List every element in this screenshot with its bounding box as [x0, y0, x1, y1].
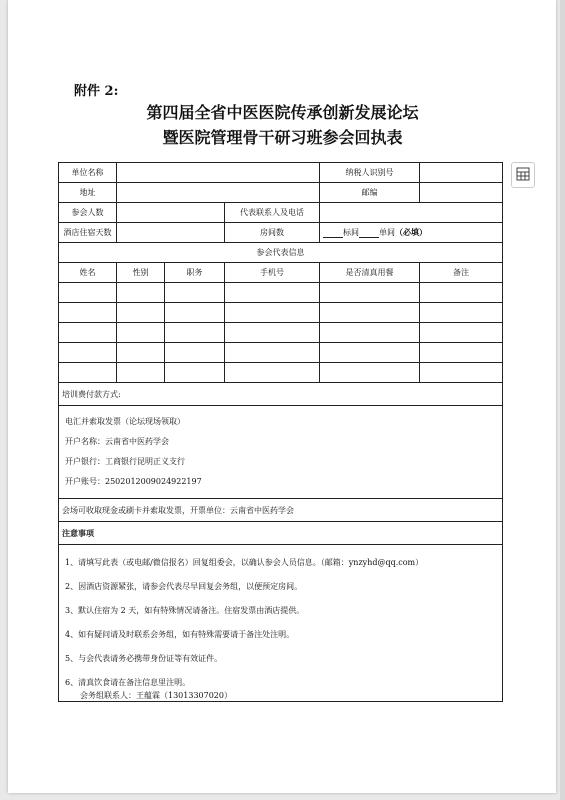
- attendee-count-field[interactable]: [117, 203, 225, 223]
- table-row[interactable]: [59, 363, 503, 383]
- postcode-label: 邮编: [320, 183, 420, 203]
- note-item: 4、如有疑问请及时联系会务组，如有特殊需要请于备注处注明。: [65, 630, 295, 639]
- rep-info-header: 参会代表信息: [59, 243, 503, 263]
- table-row[interactable]: [59, 283, 503, 303]
- table-export-button[interactable]: [511, 162, 535, 188]
- registration-form-table: [58, 162, 503, 702]
- payment-details: [59, 406, 503, 499]
- attachment-label: 附件 2:: [74, 84, 119, 99]
- payment-line: 开户名称：云南省中医药学会: [65, 437, 169, 446]
- address-label: 地址: [59, 183, 117, 203]
- contact-person: 会务组联系人：王蕴霖（13013307020）: [80, 691, 232, 700]
- col-phone: 手机号: [225, 263, 320, 283]
- room-single-blank[interactable]: [359, 229, 379, 238]
- rep-contact-label: 代表联系人及电话: [225, 203, 320, 223]
- room-required-note: （必填）: [395, 227, 428, 237]
- table-row[interactable]: [59, 303, 503, 323]
- room-standard-label: 标间: [343, 228, 360, 237]
- tax-id-field[interactable]: [420, 163, 503, 183]
- payment-line: 开户账号：2502012009024922197: [65, 477, 202, 486]
- postcode-field[interactable]: [420, 183, 503, 203]
- address-field[interactable]: [117, 183, 320, 203]
- payment-line: 电汇并索取发票（论坛现场领取）: [65, 417, 185, 426]
- payment-line: 开户银行：工商银行昆明正义支行: [65, 457, 185, 466]
- room-single-label: 单间: [379, 228, 396, 237]
- col-name: 姓名: [59, 263, 117, 283]
- note-item: 1、请填写此表（或电邮/微信报名）回复组委会，以确认参会人员信息。（邮箱：ynzyhd@qq.com）: [65, 558, 424, 567]
- hotel-days-label: 酒店住宿天数: [59, 223, 117, 243]
- rep-contact-field[interactable]: [320, 203, 503, 223]
- document-title-line1: 第四届全省中医医院传承创新发展论坛: [146, 103, 419, 122]
- unit-name-field[interactable]: [117, 163, 320, 183]
- payment-method-label: 培训费付款方式:: [59, 383, 503, 406]
- unit-name-label: 单位名称: [59, 163, 117, 183]
- note-item: 6、清真饮食请在备注信息里注明。: [65, 678, 191, 687]
- room-standard-blank[interactable]: [323, 229, 343, 238]
- table-row[interactable]: [59, 323, 503, 343]
- col-gender: 性别: [117, 263, 165, 283]
- attendee-count-label: 参会人数: [59, 203, 117, 223]
- tax-id-label: 纳税人识别号: [320, 163, 420, 183]
- notes-list: [59, 545, 503, 702]
- note-item: 3、默认住宿为 2 天，如有特殊情况请备注。住宿发票由酒店提供。: [65, 606, 305, 615]
- note-item: 2、因酒店资源紧张，请参会代表尽早回复会务组，以便预定房间。: [65, 582, 303, 591]
- col-remarks: 备注: [420, 263, 503, 283]
- document-title-line2: 暨医院管理骨干研习班参会回执表: [162, 128, 403, 147]
- table-row[interactable]: [59, 343, 503, 363]
- onsite-payment-note: 会场可收取现金或刷卡并索取发票，开票单位：云南省中医药学会: [59, 499, 503, 522]
- notes-title: 注意事项: [59, 522, 503, 545]
- col-position: 职务: [165, 263, 225, 283]
- table-export-icon: [516, 166, 530, 185]
- hotel-days-field[interactable]: [117, 223, 225, 243]
- room-count-label: 房间数: [225, 223, 320, 243]
- note-item: 5、与会代表请务必携带身份证等有效证件。: [65, 654, 223, 663]
- room-count-field[interactable]: [320, 223, 503, 243]
- col-halal: 是否清真用餐: [320, 263, 420, 283]
